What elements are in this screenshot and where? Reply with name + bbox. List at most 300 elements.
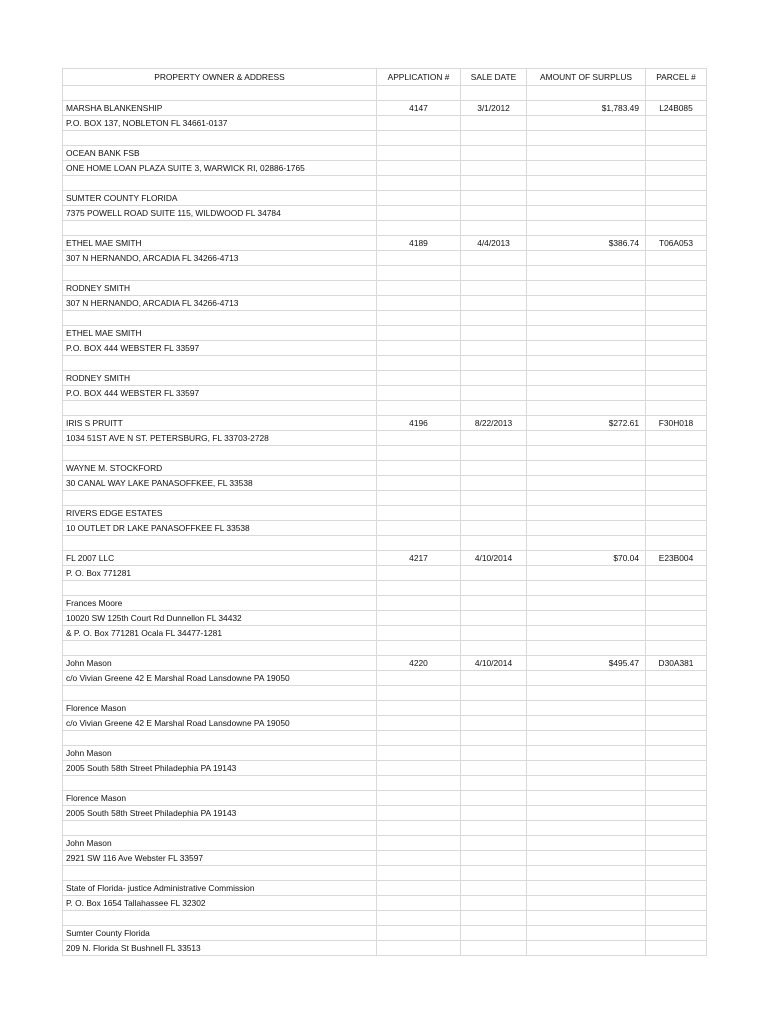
application-cell: 4189 (377, 236, 461, 251)
table-row (63, 566, 707, 581)
application-cell (377, 701, 461, 716)
sale-date-cell (461, 476, 527, 491)
sale-date-cell (461, 326, 527, 341)
parcel-cell (646, 311, 707, 326)
surplus-cell (527, 566, 646, 581)
owner-cell: P. O. Box 771281 (63, 566, 377, 581)
application-cell (377, 716, 461, 731)
application-cell (377, 176, 461, 191)
surplus-cell (527, 506, 646, 521)
surplus-cell (527, 371, 646, 386)
application-cell (377, 281, 461, 296)
owner-cell (63, 731, 377, 746)
owner-cell (63, 446, 377, 461)
table-row (63, 836, 707, 851)
owner-cell: c/o Vivian Greene 42 E Marshal Road Lansdowne PA 19050 (63, 671, 377, 686)
parcel-cell (646, 941, 707, 956)
table-row (63, 506, 707, 521)
table-row (63, 926, 707, 941)
surplus-cell (527, 86, 646, 101)
owner-cell: WAYNE M. STOCKFORD (63, 461, 377, 476)
sale-date-cell (461, 266, 527, 281)
application-cell (377, 731, 461, 746)
application-cell: 4147 (377, 101, 461, 116)
table-row (63, 251, 707, 266)
application-cell (377, 446, 461, 461)
table-row (63, 296, 707, 311)
surplus-cell (527, 596, 646, 611)
table-row (63, 581, 707, 596)
surplus-cell (527, 716, 646, 731)
parcel-cell (646, 911, 707, 926)
application-cell (377, 851, 461, 866)
table-row (63, 371, 707, 386)
application-cell (377, 386, 461, 401)
sale-date-cell (461, 716, 527, 731)
parcel-cell: L24B085 (646, 101, 707, 116)
surplus-cell (527, 746, 646, 761)
table-row (63, 131, 707, 146)
surplus-spreadsheet (62, 68, 706, 956)
table-row (63, 191, 707, 206)
surplus-cell: $272.61 (527, 416, 646, 431)
owner-cell (63, 866, 377, 881)
parcel-cell (646, 326, 707, 341)
parcel-cell (646, 686, 707, 701)
table-row (63, 401, 707, 416)
parcel-cell: D30A381 (646, 656, 707, 671)
sale-date-cell (461, 896, 527, 911)
sale-date-cell (461, 341, 527, 356)
parcel-cell (646, 251, 707, 266)
table-body (63, 86, 707, 956)
owner-cell (63, 266, 377, 281)
owner-cell: P.O. BOX 444 WEBSTER FL 33597 (63, 341, 377, 356)
application-cell: 4217 (377, 551, 461, 566)
table-row (63, 896, 707, 911)
application-cell (377, 581, 461, 596)
surplus-cell (527, 251, 646, 266)
surplus-cell (527, 536, 646, 551)
table-row (63, 446, 707, 461)
application-cell (377, 866, 461, 881)
sale-date-cell (461, 701, 527, 716)
application-cell (377, 896, 461, 911)
sale-date-cell (461, 311, 527, 326)
parcel-cell (646, 296, 707, 311)
table-row (63, 731, 707, 746)
surplus-cell (527, 881, 646, 896)
owner-cell: 307 N HERNANDO, ARCADIA FL 34266-4713 (63, 296, 377, 311)
sale-date-cell (461, 206, 527, 221)
sale-date-cell (461, 611, 527, 626)
table-row (63, 821, 707, 836)
application-cell (377, 821, 461, 836)
sale-date-cell: 4/4/2013 (461, 236, 527, 251)
owner-cell: & P. O. Box 771281 Ocala FL 34477-1281 (63, 626, 377, 641)
parcel-cell (646, 521, 707, 536)
parcel-cell (646, 746, 707, 761)
parcel-cell (646, 161, 707, 176)
surplus-cell (527, 476, 646, 491)
parcel-cell (646, 761, 707, 776)
sale-date-cell (461, 806, 527, 821)
surplus-cell (527, 806, 646, 821)
table-row (63, 176, 707, 191)
owner-cell: 2005 South 58th Street Philadephia PA 19143 (63, 761, 377, 776)
parcel-cell (646, 716, 707, 731)
owner-cell: 7375 POWELL ROAD SUITE 115, WILDWOOD FL 34784 (63, 206, 377, 221)
owner-cell: Sumter County Florida (63, 926, 377, 941)
application-cell (377, 116, 461, 131)
owner-cell: P.O. BOX 444 WEBSTER FL 33597 (63, 386, 377, 401)
table-row (63, 266, 707, 281)
application-cell (377, 566, 461, 581)
application-cell (377, 596, 461, 611)
sale-date-cell (461, 641, 527, 656)
sale-date-cell (461, 191, 527, 206)
table-row (63, 416, 707, 431)
parcel-cell (646, 131, 707, 146)
application-cell (377, 746, 461, 761)
application-cell (377, 491, 461, 506)
owner-cell: John Mason (63, 836, 377, 851)
surplus-cell (527, 296, 646, 311)
owner-cell (63, 131, 377, 146)
parcel-cell (646, 566, 707, 581)
parcel-cell (646, 356, 707, 371)
parcel-cell (646, 146, 707, 161)
sale-date-cell (461, 176, 527, 191)
parcel-cell (646, 896, 707, 911)
surplus-cell (527, 896, 646, 911)
parcel-cell (646, 476, 707, 491)
owner-cell: c/o Vivian Greene 42 E Marshal Road Lansdowne PA 19050 (63, 716, 377, 731)
sale-date-cell (461, 296, 527, 311)
owner-cell: RIVERS EDGE ESTATES (63, 506, 377, 521)
parcel-cell: T06A053 (646, 236, 707, 251)
application-cell (377, 836, 461, 851)
parcel-cell (646, 926, 707, 941)
parcel-cell (646, 536, 707, 551)
application-cell (377, 536, 461, 551)
application-cell (377, 806, 461, 821)
surplus-cell (527, 611, 646, 626)
sale-date-cell (461, 581, 527, 596)
surplus-cell (527, 791, 646, 806)
parcel-cell (646, 581, 707, 596)
owner-cell (63, 536, 377, 551)
sale-date-cell (461, 686, 527, 701)
parcel-cell (646, 821, 707, 836)
owner-cell: ONE HOME LOAN PLAZA SUITE 3, WARWICK RI, 02886-1765 (63, 161, 377, 176)
sale-date-cell (461, 836, 527, 851)
sale-date-cell (461, 566, 527, 581)
table-row (63, 476, 707, 491)
table-row (63, 701, 707, 716)
parcel-cell (646, 671, 707, 686)
sale-date-cell (461, 761, 527, 776)
parcel-cell (646, 401, 707, 416)
application-cell (377, 926, 461, 941)
table-row (63, 806, 707, 821)
table-row (63, 761, 707, 776)
owner-cell: 1034 51ST AVE N ST. PETERSBURG, FL 33703-2728 (63, 431, 377, 446)
surplus-cell (527, 776, 646, 791)
header-surplus: AMOUNT OF SURPLUS (527, 69, 646, 86)
sale-date-cell (461, 146, 527, 161)
application-cell (377, 341, 461, 356)
sale-date-cell (461, 881, 527, 896)
surplus-cell (527, 176, 646, 191)
surplus-cell (527, 281, 646, 296)
owner-cell (63, 686, 377, 701)
application-cell (377, 881, 461, 896)
sale-date-cell (461, 251, 527, 266)
sale-date-cell (461, 596, 527, 611)
application-cell (377, 911, 461, 926)
surplus-cell (527, 161, 646, 176)
table-row (63, 941, 707, 956)
parcel-cell: F30H018 (646, 416, 707, 431)
table-row (63, 746, 707, 761)
owner-cell (63, 491, 377, 506)
sale-date-cell: 4/10/2014 (461, 551, 527, 566)
surplus-cell (527, 911, 646, 926)
application-cell (377, 371, 461, 386)
parcel-cell (646, 866, 707, 881)
table-row (63, 236, 707, 251)
header-application: APPLICATION # (377, 69, 461, 86)
owner-cell (63, 911, 377, 926)
surplus-cell (527, 926, 646, 941)
sale-date-cell (461, 866, 527, 881)
owner-cell: P. O. Box 1654 Tallahassee FL 32302 (63, 896, 377, 911)
owner-cell: ETHEL MAE SMITH (63, 326, 377, 341)
sale-date-cell (461, 536, 527, 551)
surplus-cell (527, 326, 646, 341)
table-row (63, 431, 707, 446)
owner-cell: John Mason (63, 656, 377, 671)
table-row (63, 341, 707, 356)
parcel-cell (646, 731, 707, 746)
surplus-cell (527, 701, 646, 716)
table-row (63, 911, 707, 926)
table-row (63, 86, 707, 101)
sale-date-cell (461, 776, 527, 791)
table-row (63, 596, 707, 611)
surplus-cell (527, 116, 646, 131)
surplus-cell (527, 581, 646, 596)
sale-date-cell (461, 746, 527, 761)
application-cell (377, 86, 461, 101)
header-row (63, 69, 707, 86)
owner-cell: IRIS S PRUITT (63, 416, 377, 431)
surplus-cell (527, 836, 646, 851)
owner-cell (63, 221, 377, 236)
parcel-cell (646, 641, 707, 656)
table-row (63, 851, 707, 866)
application-cell (377, 401, 461, 416)
parcel-cell: E23B004 (646, 551, 707, 566)
surplus-cell (527, 851, 646, 866)
sale-date-cell (461, 386, 527, 401)
sale-date-cell (461, 851, 527, 866)
surplus-cell: $70.04 (527, 551, 646, 566)
table-row (63, 716, 707, 731)
surplus-cell (527, 671, 646, 686)
table-row (63, 776, 707, 791)
surplus-cell: $1,783.49 (527, 101, 646, 116)
table-row (63, 146, 707, 161)
sale-date-cell (461, 941, 527, 956)
application-cell (377, 206, 461, 221)
owner-cell: SUMTER COUNTY FLORIDA (63, 191, 377, 206)
parcel-cell (646, 791, 707, 806)
owner-cell: 2921 SW 116 Ave Webster FL 33597 (63, 851, 377, 866)
sale-date-cell (461, 461, 527, 476)
application-cell (377, 311, 461, 326)
application-cell (377, 506, 461, 521)
owner-cell: P.O. BOX 137, NOBLETON FL 34661-0137 (63, 116, 377, 131)
table-row (63, 866, 707, 881)
application-cell (377, 941, 461, 956)
table-row (63, 881, 707, 896)
parcel-cell (646, 611, 707, 626)
surplus-cell (527, 131, 646, 146)
sale-date-cell (461, 281, 527, 296)
application-cell (377, 326, 461, 341)
header-owner: PROPERTY OWNER & ADDRESS (63, 69, 377, 86)
table-row (63, 536, 707, 551)
owner-cell: 307 N HERNANDO, ARCADIA FL 34266-4713 (63, 251, 377, 266)
application-cell (377, 641, 461, 656)
surplus-cell (527, 761, 646, 776)
table-row (63, 386, 707, 401)
surplus-cell: $386.74 (527, 236, 646, 251)
parcel-cell (646, 116, 707, 131)
application-cell (377, 251, 461, 266)
table-row (63, 491, 707, 506)
parcel-cell (646, 851, 707, 866)
owner-cell: Florence Mason (63, 791, 377, 806)
surplus-cell (527, 431, 646, 446)
table-row (63, 101, 707, 116)
parcel-cell (646, 701, 707, 716)
owner-cell: State of Florida- justice Administrative Commission (63, 881, 377, 896)
surplus-cell (527, 401, 646, 416)
application-cell (377, 611, 461, 626)
owner-cell: ETHEL MAE SMITH (63, 236, 377, 251)
sale-date-cell (461, 671, 527, 686)
surplus-cell: $495.47 (527, 656, 646, 671)
parcel-cell (646, 431, 707, 446)
owner-cell (63, 581, 377, 596)
owner-cell: Florence Mason (63, 701, 377, 716)
application-cell: 4196 (377, 416, 461, 431)
owner-cell (63, 311, 377, 326)
owner-cell (63, 776, 377, 791)
owner-cell: RODNEY SMITH (63, 281, 377, 296)
parcel-cell (646, 491, 707, 506)
sale-date-cell (461, 791, 527, 806)
table-row (63, 791, 707, 806)
table-row (63, 116, 707, 131)
sale-date-cell: 8/22/2013 (461, 416, 527, 431)
surplus-cell (527, 221, 646, 236)
sale-date-cell (461, 521, 527, 536)
owner-cell: 30 CANAL WAY LAKE PANASOFFKEE, FL 33538 (63, 476, 377, 491)
parcel-cell (646, 176, 707, 191)
surplus-cell (527, 146, 646, 161)
application-cell (377, 296, 461, 311)
parcel-cell (646, 386, 707, 401)
sale-date-cell (461, 626, 527, 641)
application-cell (377, 671, 461, 686)
parcel-cell (646, 221, 707, 236)
table-row (63, 206, 707, 221)
sale-date-cell (461, 731, 527, 746)
owner-cell: 209 N. Florida St Bushnell FL 33513 (63, 941, 377, 956)
table-row (63, 686, 707, 701)
table-row (63, 221, 707, 236)
sale-date-cell (461, 116, 527, 131)
sale-date-cell (461, 86, 527, 101)
application-cell (377, 626, 461, 641)
sale-date-cell (461, 131, 527, 146)
table-row (63, 311, 707, 326)
application-cell (377, 686, 461, 701)
application-cell (377, 131, 461, 146)
owner-cell: John Mason (63, 746, 377, 761)
application-cell (377, 761, 461, 776)
owner-cell: 10020 SW 125th Court Rd Dunnellon FL 34432 (63, 611, 377, 626)
surplus-cell (527, 206, 646, 221)
application-cell (377, 791, 461, 806)
owner-cell (63, 176, 377, 191)
surplus-cell (527, 461, 646, 476)
table-row (63, 641, 707, 656)
owner-cell (63, 821, 377, 836)
owner-cell: OCEAN BANK FSB (63, 146, 377, 161)
table-row (63, 521, 707, 536)
owner-cell (63, 356, 377, 371)
sale-date-cell (461, 446, 527, 461)
parcel-cell (646, 836, 707, 851)
sale-date-cell: 4/10/2014 (461, 656, 527, 671)
parcel-cell (646, 371, 707, 386)
application-cell: 4220 (377, 656, 461, 671)
parcel-cell (646, 191, 707, 206)
table-row (63, 611, 707, 626)
parcel-cell (646, 206, 707, 221)
surplus-cell (527, 266, 646, 281)
application-cell (377, 431, 461, 446)
parcel-cell (646, 806, 707, 821)
table-row (63, 626, 707, 641)
header-parcel: PARCEL # (646, 69, 707, 86)
table-row (63, 671, 707, 686)
application-cell (377, 146, 461, 161)
owner-cell (63, 401, 377, 416)
surplus-cell (527, 386, 646, 401)
surplus-cell (527, 821, 646, 836)
parcel-cell (646, 341, 707, 356)
application-cell (377, 476, 461, 491)
application-cell (377, 356, 461, 371)
sale-date-cell (461, 401, 527, 416)
table-row (63, 281, 707, 296)
